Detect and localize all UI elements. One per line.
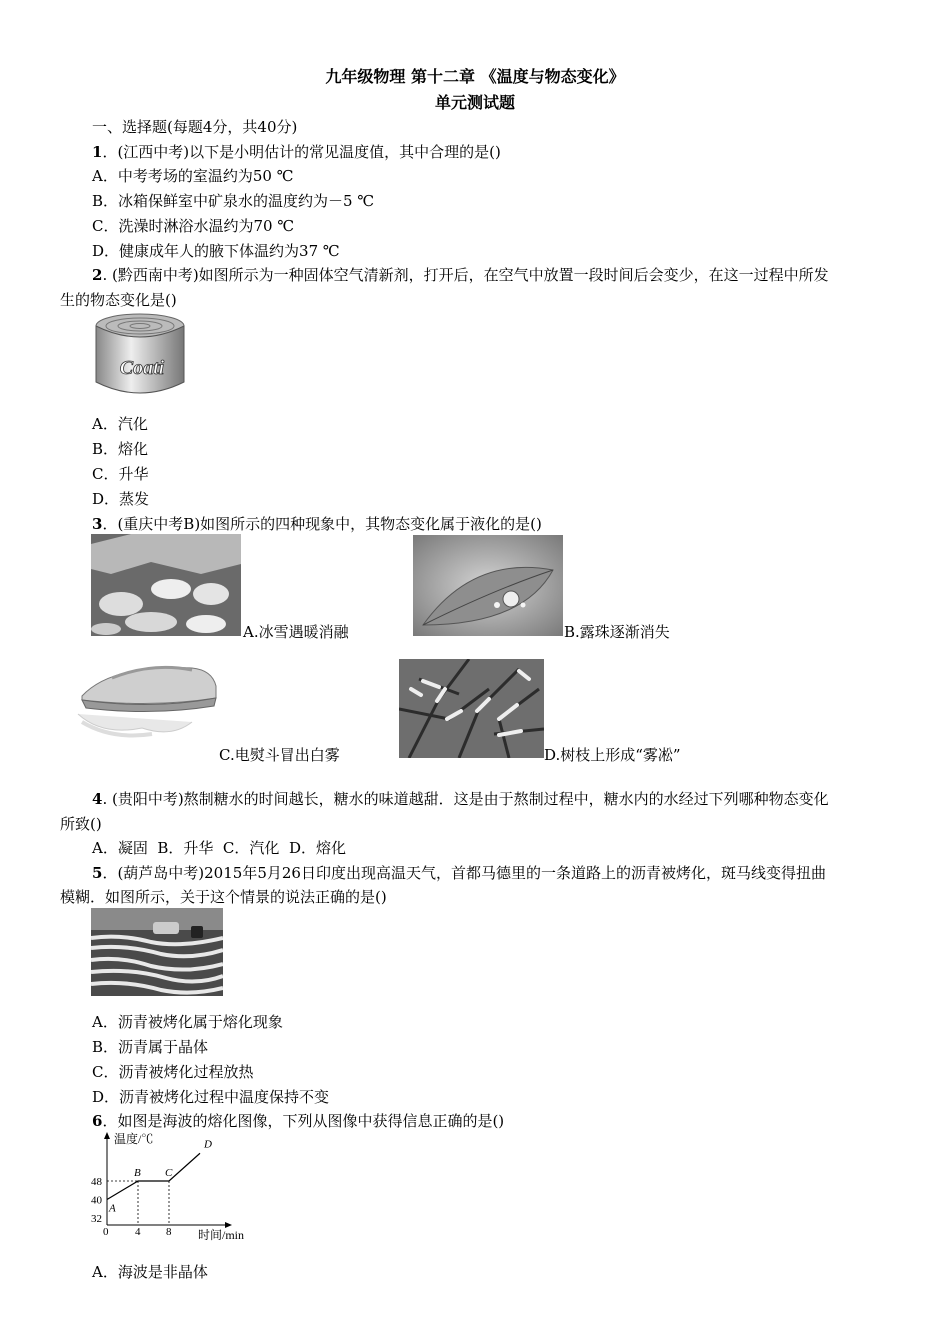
caption-d: D.树枝上形成“雾凇” bbox=[544, 746, 681, 764]
question-number: 3 bbox=[92, 515, 103, 533]
page-title: 九年级物理 第十二章 《温度与物态变化》 bbox=[325, 67, 625, 86]
section-heading: 一、选择题(每题4分，共40分) bbox=[92, 118, 298, 136]
question-number: 5 bbox=[92, 864, 103, 882]
question-stem-line1: . (贵阳中考)熬制糖水的时间越长，糖水的味道越甜．这是由于熬制过程中，糖水内的水经过下列哪种物态变化 bbox=[102, 790, 829, 808]
y-tick-label: 48 bbox=[91, 1176, 102, 1188]
page-subtitle: 单元测试题 bbox=[434, 93, 515, 112]
option-a: A．海波是非晶体 bbox=[92, 1263, 208, 1281]
option-d: D．蒸发 bbox=[92, 490, 150, 508]
point-label-d: D bbox=[204, 1138, 212, 1151]
option-d: D．沥青被烤化过程中温度保持不变 bbox=[92, 1088, 330, 1106]
caption-c: C.电熨斗冒出白雾 bbox=[219, 746, 340, 764]
caption-a: A.冰雪遇暖消融 bbox=[243, 623, 349, 641]
question-number: 2 bbox=[92, 266, 103, 284]
question-1 bbox=[92, 141, 501, 162]
option-b: B．冰箱保鲜室中矿泉水的温度约为－5 ℃ bbox=[92, 192, 375, 210]
option-c: C．沥青被烤化过程放热 bbox=[92, 1063, 254, 1081]
question-3 bbox=[92, 513, 542, 534]
option-b: B．沥青属于晶体 bbox=[92, 1038, 209, 1056]
x-tick-label: 0 bbox=[103, 1226, 109, 1238]
melting-ice-image bbox=[91, 534, 241, 636]
question-number: 1 bbox=[92, 143, 103, 161]
point-label-a: A bbox=[109, 1202, 116, 1215]
question-6 bbox=[92, 1110, 504, 1131]
y-axis-label: 温度/℃ bbox=[114, 1132, 154, 1146]
x-tick-label: 4 bbox=[135, 1226, 141, 1238]
steam-iron-image bbox=[72, 656, 218, 740]
svg-text:Coati: Coati bbox=[119, 357, 165, 379]
question-number: 6 bbox=[92, 1112, 103, 1130]
option-b: B．熔化 bbox=[92, 440, 149, 458]
question-4 bbox=[92, 788, 829, 809]
point-label-c: C bbox=[165, 1167, 173, 1179]
option-a: A．中考考场的室温约为50 ℃ bbox=[92, 167, 294, 185]
question-number: 4 bbox=[92, 790, 103, 808]
series-line bbox=[107, 1153, 200, 1199]
y-tick-label: 32 bbox=[91, 1213, 102, 1225]
y-axis-arrow bbox=[104, 1132, 110, 1139]
rime-branches-image bbox=[399, 659, 544, 758]
option-a: A．沥青被烤化属于熔化现象 bbox=[92, 1013, 283, 1031]
option-c: C．升华 bbox=[92, 465, 149, 483]
options-line: A．凝固 B．升华 C．汽化 D．熔化 bbox=[92, 839, 346, 857]
caption-b: B.露珠逐渐消失 bbox=[564, 623, 670, 641]
x-axis-label: 时间/min bbox=[198, 1228, 245, 1242]
option-c: C．洗澡时淋浴水温约为70 ℃ bbox=[92, 217, 295, 235]
question-stem: ．(江西中考)以下是小明估计的常见温度值，其中合理的是() bbox=[102, 143, 501, 161]
question-stem-line1: . (黔西南中考)如图所示为一种固体空气清新剂，打开后，在空气中放置一段时间后会变少，在这一过程中所发 bbox=[102, 266, 829, 284]
question-2 bbox=[92, 264, 829, 285]
question-5 bbox=[92, 862, 826, 883]
question-stem-line2: 所致() bbox=[60, 815, 102, 833]
x-tick-label: 8 bbox=[166, 1226, 172, 1238]
option-a: A．汽化 bbox=[92, 415, 148, 433]
dew-leaf-image bbox=[413, 535, 563, 636]
question-stem-line1: ．(葫芦岛中考)2015年5月26日印度出现高温天气，首都马德里的一条道路上的沥青被烤化，斑马线变得扭曲 bbox=[102, 864, 826, 882]
question-stem: ．如图是海波的熔化图像，下列从图像中获得信息正确的是() bbox=[102, 1112, 505, 1130]
point-label-b: B bbox=[134, 1167, 141, 1179]
melted-road-image bbox=[91, 908, 223, 996]
question-stem-line2: 模糊．如图所示，关于这个情景的说法正确的是() bbox=[60, 888, 387, 906]
question-stem-line2: 生的物态变化是() bbox=[60, 291, 177, 309]
melting-chart bbox=[88, 1130, 248, 1245]
option-d: D．健康成年人的腋下体温约为37 ℃ bbox=[92, 242, 340, 260]
air-freshener-image bbox=[92, 312, 188, 400]
question-stem: ．(重庆中考B)如图所示的四种现象中，其物态变化属于液化的是() bbox=[102, 515, 542, 533]
y-tick-label: 40 bbox=[91, 1194, 102, 1207]
